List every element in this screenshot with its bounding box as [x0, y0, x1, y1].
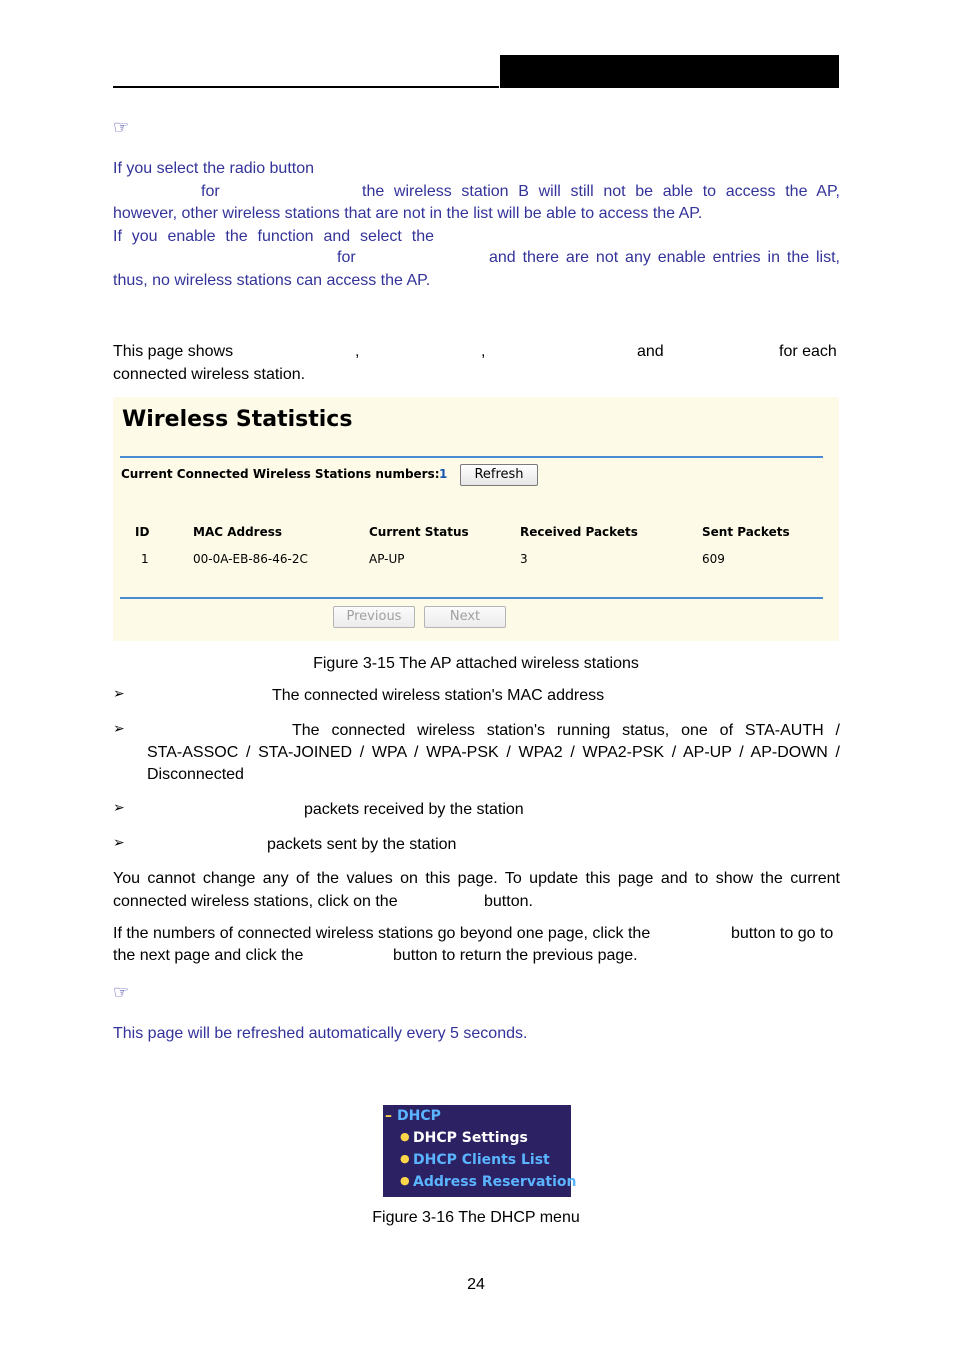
collapse-icon: – — [385, 1108, 392, 1124]
cell-mac: 00-0A-EB-86-46-2C — [193, 552, 308, 566]
bullet-received-desc: packets received by the station — [304, 801, 524, 818]
dhcp-menu — [383, 1105, 577, 1197]
note1-line5-for: for — [337, 249, 356, 266]
header-bar — [500, 55, 839, 88]
panel-rule-top — [120, 456, 823, 458]
cell-received: 3 — [520, 552, 528, 566]
bullet-sent-desc: packets sent by the station — [267, 836, 457, 853]
col-header-mac: MAC Address — [193, 525, 283, 539]
menu-item-dhcp-clients-list[interactable]: DHCP Clients List — [413, 1152, 550, 1168]
note1-line3: however, other wireless stations that are not in the list will be able to access the AP. — [113, 205, 703, 222]
intro-comma: , — [355, 343, 360, 360]
note1-line2: the wireless station B will still not be able to access the AP, — [362, 183, 840, 200]
figure-caption: Figure 3-16 The DHCP menu — [372, 1209, 580, 1226]
bullet-status-line2: STA-ASSOC / STA-JOINED / WPA / WPA-PSK / WPA2 / WPA2-PSK / AP-UP / AP-DOWN / — [147, 744, 840, 761]
pointing-hand-icon: ☞ — [113, 117, 130, 138]
intro-foreach: for each — [779, 343, 837, 360]
cell-sent: 609 — [702, 552, 725, 566]
next-button[interactable]: Next — [424, 606, 506, 628]
bullet-icon: ● — [400, 1174, 410, 1187]
para2-line2: the next page and click the — [113, 947, 304, 964]
note1-line2-for: for — [201, 183, 220, 200]
bullet-arrow-icon: ➢ — [113, 835, 125, 851]
col-header-status: Current Status — [369, 525, 469, 539]
bullet-arrow-icon: ➢ — [113, 721, 125, 737]
intro-and: and — [637, 343, 664, 360]
intro-comma: , — [481, 343, 486, 360]
intro-line2: connected wireless station. — [113, 366, 306, 383]
intro-text: This page shows — [113, 343, 234, 360]
cell-id: 1 — [141, 552, 149, 566]
col-header-sent: Sent Packets — [702, 525, 790, 539]
note1-line5: and there are not any enable entries in the list, — [489, 249, 840, 266]
dhcp-menu-head[interactable]: DHCP — [397, 1108, 441, 1124]
note1-line4: If you enable the function and select the — [113, 228, 434, 245]
bullet-mac-desc: The connected wireless station's MAC address — [272, 687, 605, 704]
bullet-icon: ● — [400, 1130, 410, 1143]
col-header-received: Received Packets — [520, 525, 638, 539]
bullet-status-line3: Disconnected — [147, 766, 244, 783]
para2-line1: If the numbers of connected wireless stations go beyond one page, click the — [113, 925, 651, 942]
note2-text: This page will be refreshed automatically every 5 seconds. — [113, 1025, 528, 1042]
station-count-label: Current Connected Wireless Stations numbers: — [121, 467, 440, 481]
bullet-icon: ● — [400, 1152, 410, 1165]
bullet-status-line1: The connected wireless station's running status, one of STA-AUTH / — [292, 722, 840, 739]
para2-line2-end: button to return the previous page. — [393, 947, 638, 964]
panel-rule-bottom — [120, 597, 823, 599]
note1-line1: If you select the radio button — [113, 160, 315, 177]
refresh-button[interactable]: Refresh — [460, 464, 538, 486]
para1-line1: You cannot change any of the values on this page. To update this page and to show the current — [113, 870, 840, 887]
figure-caption: Figure 3-15 The AP attached wireless stations — [313, 655, 639, 672]
header-rule — [113, 86, 499, 88]
station-count: 1 — [439, 467, 448, 481]
wireless-statistics-panel — [113, 397, 839, 641]
cell-status: AP-UP — [369, 552, 405, 566]
pointing-hand-icon: ☞ — [113, 982, 130, 1003]
panel-title: Wireless Statistics — [122, 407, 353, 432]
bullet-arrow-icon: ➢ — [113, 686, 125, 702]
menu-item-address-reservation[interactable]: Address Reservation — [413, 1174, 577, 1190]
para1-line2: connected wireless stations, click on the — [113, 893, 398, 910]
bullet-arrow-icon: ➢ — [113, 800, 125, 816]
page-number: 24 — [467, 1276, 485, 1293]
note1-line6: thus, no wireless stations can access the AP. — [113, 272, 431, 289]
menu-item-dhcp-settings[interactable]: DHCP Settings — [413, 1130, 528, 1146]
col-header-id: ID — [135, 525, 150, 539]
para2-line1-end: button to go to — [731, 925, 834, 942]
para1-line2-end: button. — [484, 893, 533, 910]
previous-button[interactable]: Previous — [333, 606, 415, 628]
